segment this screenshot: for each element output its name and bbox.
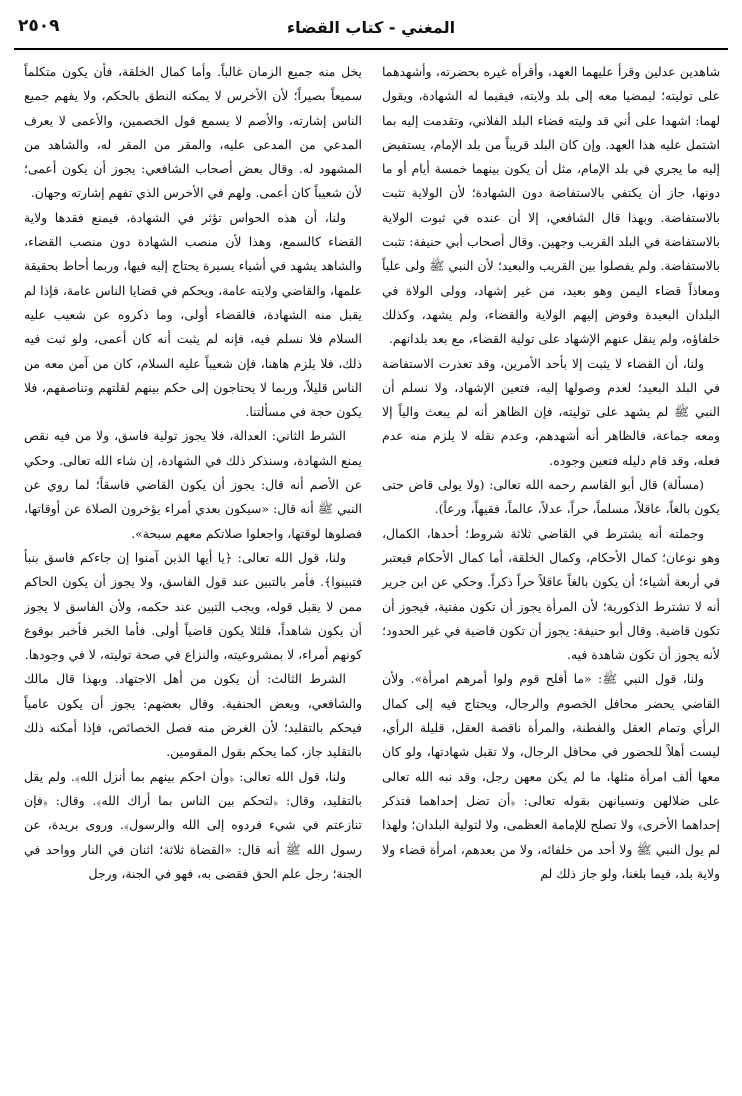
paragraph: الشرط الثالث: أن يكون من أهل الاجتهاد. وبهذا قال مالك والشافعي، وبعض الحنفية. وقال بعضهم: يجوز أن يكون عامياً فيحكم بالتقليد؛ لأن الغرض منه فصل الخصائص، فإذا أمكنه ذلك بالتقليد جاز، كما يحكم بقول المقومين. [24, 671, 362, 760]
text-columns [22, 60, 720, 1090]
paragraph: يخل منه جميع الزمان غالباً. وأما كمال الخلقة، فأن يكون متكلماً سميعاً بصيراً؛ لأن الأخرس لا يمكنه النطق بالحكم، ولا يفهم جميع الناس إشارته، والأصم لا يسمع قول الخصمين، والأعمى لا يعرف المدعي من المدعى عليه، والمقر من المقر له، والشاهد من المشهود له. وقال بعض أصحاب الشافعي: يجوز أن يكون أعمى؛ لأن شعيباً كان أعمى. ولهم في الأخرس الذي تفهم إشارته وجهان. [24, 64, 362, 201]
right-column [382, 60, 720, 1090]
page-number: ٢٥٠٩ [18, 16, 60, 36]
page-header [14, 10, 728, 50]
paragraph: (مسألة) قال أبو القاسم رحمه الله تعالى: (ولا يولى قاض حتى يكون بالغاً، عاقلاً، مسلماً، حراً، عدلاً، عالماً، فقيهاً، ورعاً). [382, 477, 720, 517]
paragraph: ولنا، أن القضاء لا يثبت إلا بأحد الأمرين، وقد تعذرت الاستفاضة في البلد البعيد؛ لعدم وصولها إليه، فتعين الإشهاد، ولا نسلم أن النبي ﷺ لم يشهد على توليته، فإن الظاهر أنه لم يبعث والياً إلا ومعه جماعة، فالظاهر أنه أشهدهم، وعدم نقله لا يلزم منه عدم فعله، وقد قام دليله فتعين وجوده. [382, 355, 720, 468]
running-title: المغني - كتاب القضاء [286, 18, 456, 37]
paragraph: ولنا، قول النبي ﷺ: «ما أفلح قوم ولوا أمرهم امرأة». ولأن القاضي يحضر محافل الخصوم والرجال، ويحتاج فيه إلى كمال الرأي وتمام العقل والفطنة، والمرأة ناقصة العقل، قليلة الرأي، ليست أهلاً للحضور في محافل الرجال، ولا تقبل شهادتها، ولو كان معها ألف امرأة مثلها، ما لم يكن معهن رجل، وقد نبه الله تعالى على ضلالهن ونسيانهن بقوله تعالى: ﴿أن تضل إحداهما فتذكر إحداهما الأخرى﴾ ولا تصلح للإمامة العظمى، ولا لتولية البلدان؛ ولهذا لم يول النبي ﷺ ولا أحد من خلفائه، ولا من بعدهم، امرأة قضاء ولا ولاية بلد، فيما بلغنا، ولو جاز ذلك لم [382, 671, 720, 881]
paragraph: ولنا، قول الله تعالى: ﴿يا أيها الذين آمنوا إن جاءكم فاسق بنبأ فتبينوا﴾. فأمر بالتبين عند قول الفاسق، ولا يجوز أن يكون الحاكم ممن لا يقبل قوله، ويجب التبين عند حكمه، ولأن الفاسق لا يجوز أن يكون شاهداً، فلئلا يكون قاضياً أولى. فأما الخبر فأخبر بوقوع كونهم أمراء، لا بمشروعيته، والنزاع في صحة توليته، لا في وجودها. [24, 549, 362, 663]
paragraph: الشرط الثاني: العدالة، فلا يجوز تولية فاسق، ولا من فيه نقص يمنع الشهادة، وسنذكر ذلك في الشهادة، إن شاء الله تعالى. وحكي عن الأصم أنه قال: يجوز أن يكون القاضي فاسقاً؛ لما روي عن النبي ﷺ أنه قال: «سيكون بعدي أمراء يؤخرون الصلاة عن أوقاتها، فصلوها لوقتها، واجعلوا صلاتكم معهم سبحة». [24, 428, 362, 541]
paragraph: شاهدين عدلين وقرأ عليهما العهد، وأقرأه غيره بحضرته، وأشهدهما على توليته؛ ليمضيا معه إلى بلد ولايته، فيقيما له الشهادة، ويقول لهما: اشهدا على أني قد وليته قضاء البلد الفلاني، وتقدمت إليه بما اشتمل عليه هذا العهد. وإن كان البلد قريباً من بلد الإمام، يستفيض إليه ما يجري في بلد الإمام، مثل أن يكون بينهما خمسة أيام أو ما دونها، جاز أن يكتفي بالاستفاضة دون الشهادة؛ لأن الولاية تثبت بالاستفاضة. وبهذا قال الشافعي، إلا أن عنده في ثبوت الولاية بالاستفاضة في البلد القريب وجهين. وقال أصحاب أبي حنيفة: تثبت بالاستفاضة. ولم يفصلوا بين القريب والبعيد؛ لأن النبي ﷺ ولى علياً ومعاذاً قضاء اليمن وهو بعيد، من غير إشهاد، وولى الولاة في البلدان البعيدة وفوض إليهم الولاية والقضاء، ولم يشهد، وكذلك خلفاؤه، ولم ينقل عنهم الإشهاد على تولية القضاء، مع بعد بلدانهم. [382, 64, 720, 347]
left-column [24, 60, 362, 1090]
paragraph: ولنا، قول الله تعالى: ﴿وأن احكم بينهم بما أنزل الله﴾. ولم يقل بالتقليد، وقال: ﴿لتحكم بين الناس بما أراك الله﴾. وقال: ﴿فإن تنازعتم في شيء فردوه إلى الله والرسول﴾. وروى بريدة، عن رسول الله ﷺ أنه قال: «القضاة ثلاثة؛ اثنان في النار وواحد في الجنة؛ رجل علم الحق فقضى به، فهو في الجنة، ورجل [24, 768, 362, 881]
paragraph: ولنا، أن هذه الحواس تؤثر في الشهادة، فيمنع فقدها ولاية القضاء كالسمع، وهذا لأن منصب الشهادة دون منصب القضاء، والشاهد يشهد في أشياء يسيرة يحتاج إليه فيها، وربما أحاط بحقيقة علمها، والقاضي ولايته عامة، ويحكم في قضايا الناس عامة، فإذا لم يقبل منه الشهادة، فالقضاء أولى، وما ذكروه عن شعيب عليه السلام فلا نسلم فيه، فإنه لم يثبت أنه كان أعمى، ولو ثبت فيه ذلك، فلا يلزم هاهنا، فإن شعيباً عليه السلام، كان من آمن معه من الناس قليلاً، وربما لا يحتاجون إلى حكم بينهم لقلتهم وتناصفهم، فلا يكون حجة في مسألتنا. [24, 209, 362, 420]
paragraph: وجملته أنه يشترط في القاضي ثلاثة شروط؛ أحدها، الكمال، وهو نوعان؛ كمال الأحكام، وكمال الخلقة، أما كمال الأحكام فيعتبر في أربعة أشياء؛ أن يكون بالغاً عاقلاً حراً ذكراً. وحكي عن ابن جرير أنه لا تشترط الذكورية؛ لأن المرأة يجوز أن تكون مفتية، فيجوز أن تكون قاضية. وقال أبو حنيفة: يجوز أن تكون قاضية في غير الحدود؛ لأنه يجوز أن تكون شاهدة فيه. [382, 525, 720, 663]
